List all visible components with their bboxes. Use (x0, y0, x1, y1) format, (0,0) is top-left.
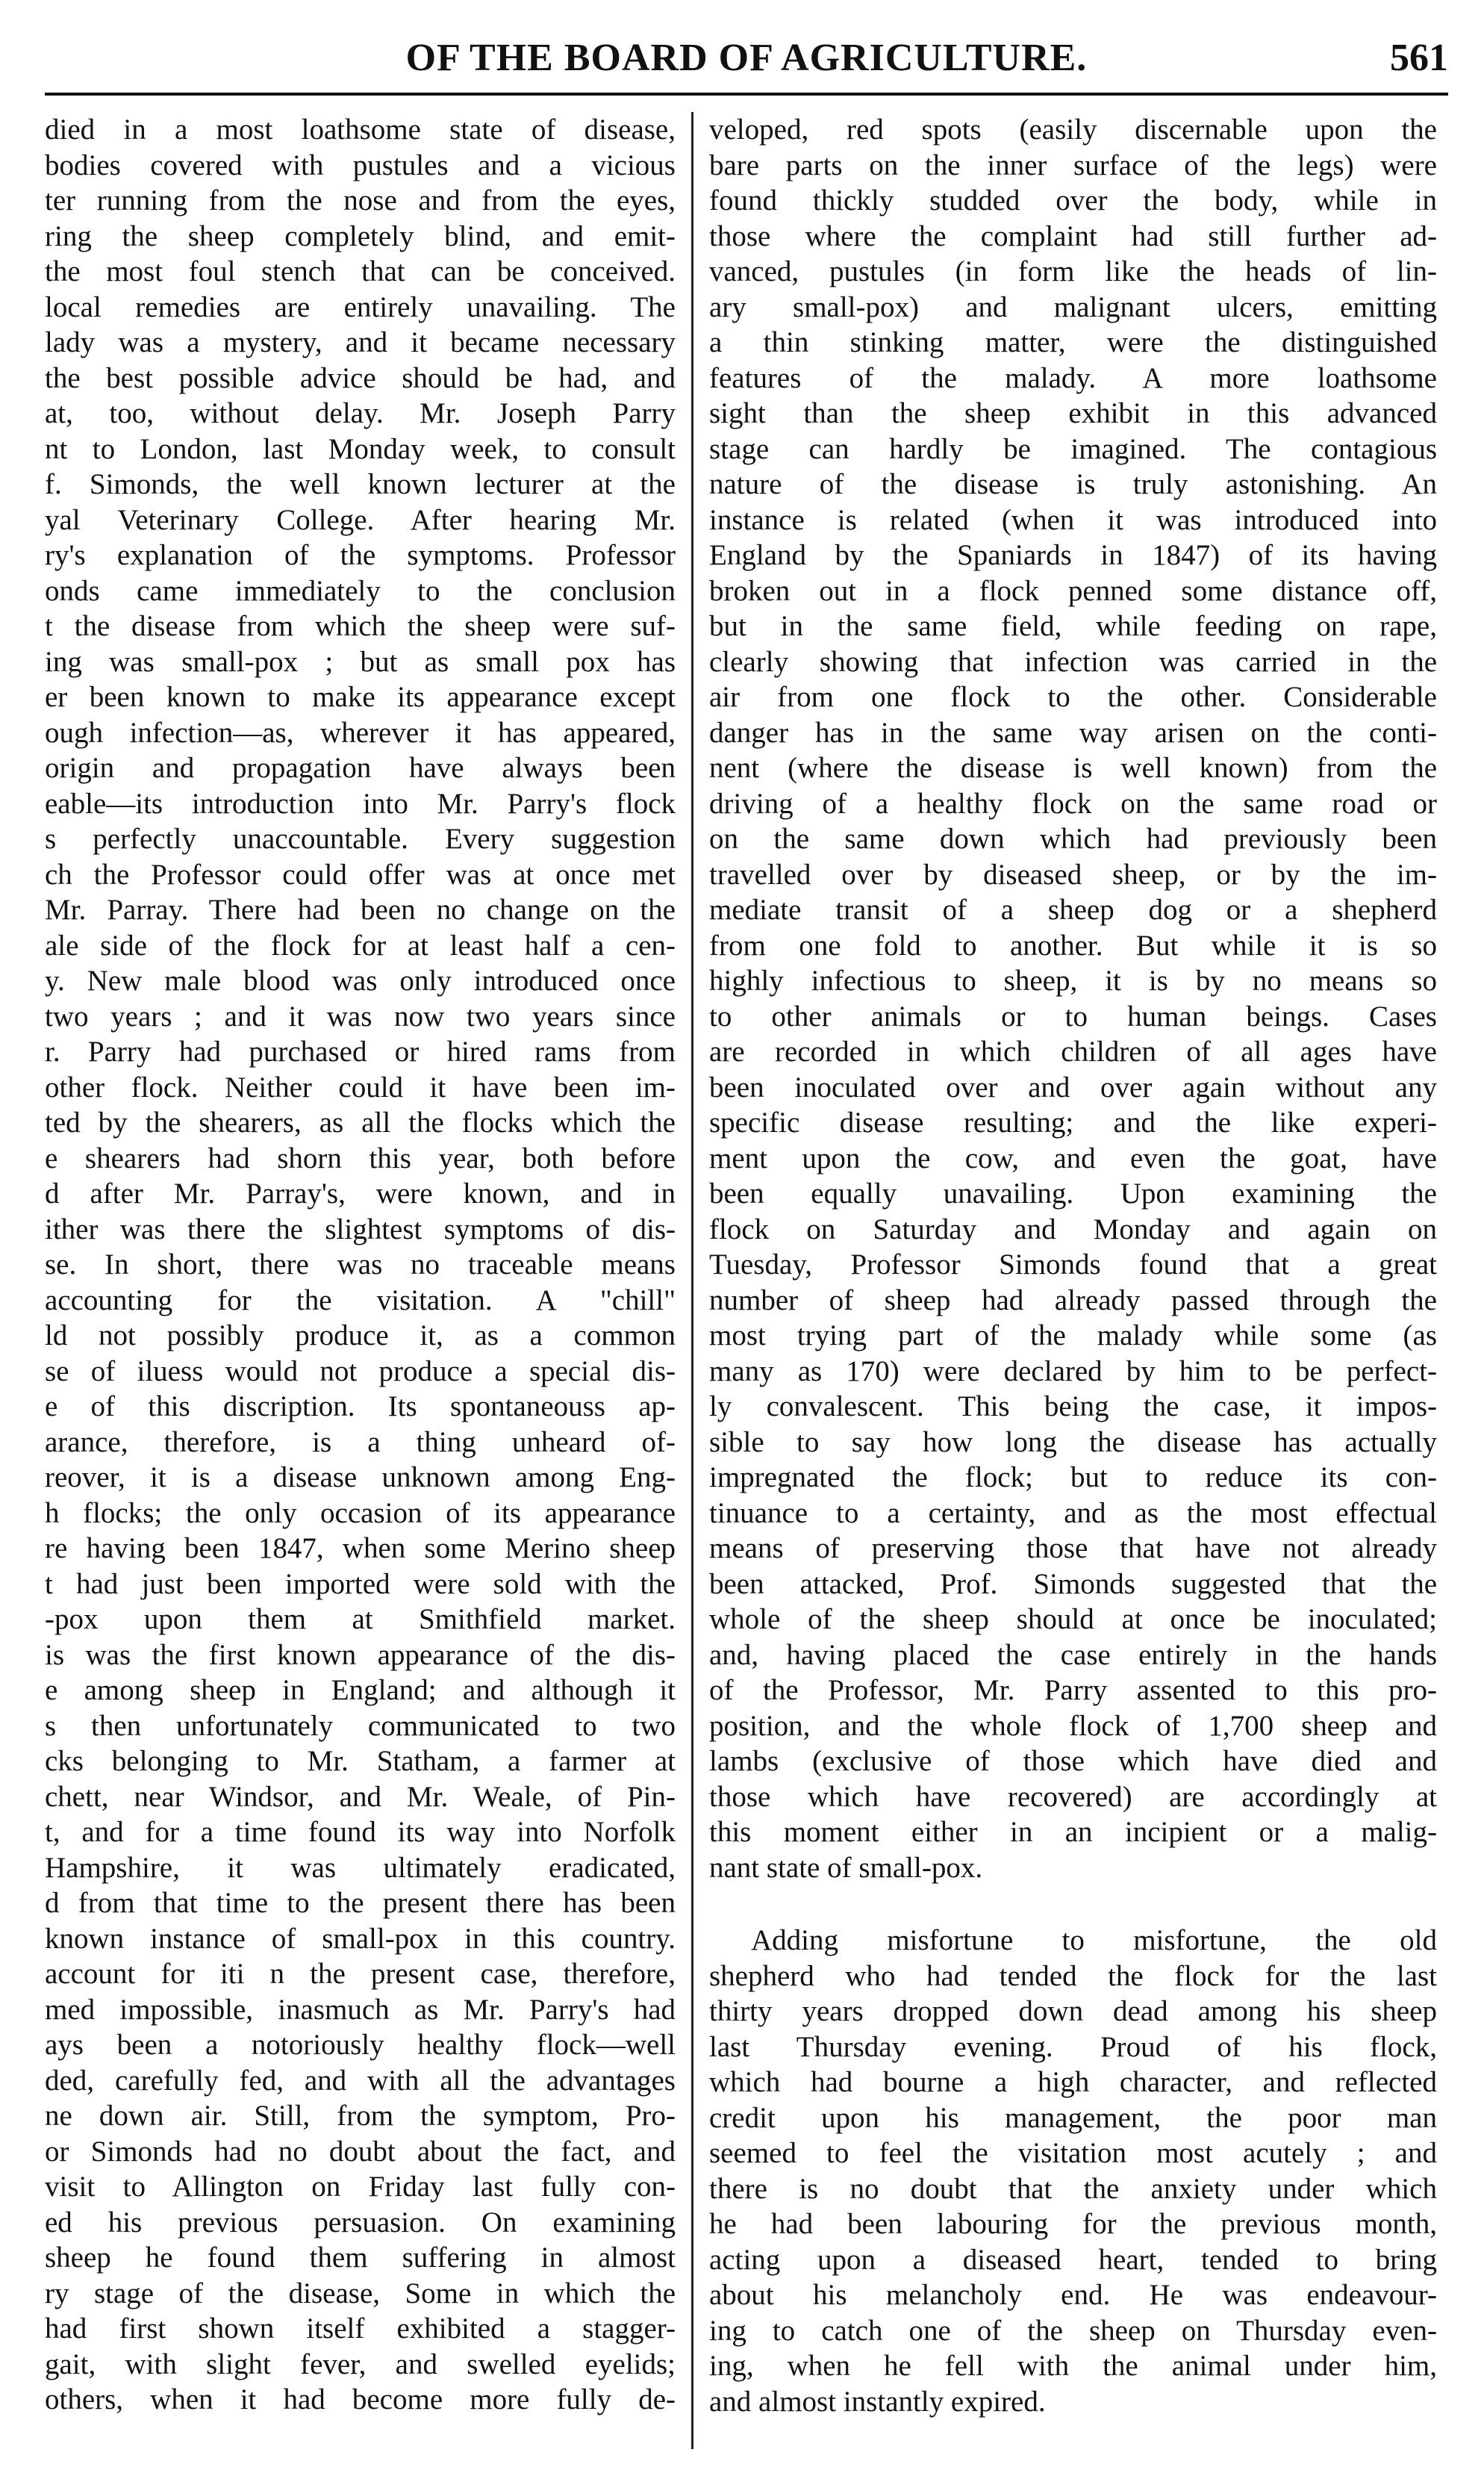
text-line: there is no doubt that the anxiety under which (709, 2172, 1437, 2205)
text-line: bodies covered with pustules and a vicious (45, 149, 676, 181)
text-line: many as 170) were declared by him to be perfect- (709, 1354, 1437, 1387)
text-line: origin and propagation have always been (45, 752, 676, 784)
text-line: visit to Allington on Friday last fully con- (45, 2171, 676, 2203)
text-line: e of this discription. Its spontaneouss ap- (45, 1390, 676, 1422)
text-line: h flocks; the only occasion of its appearance (45, 1496, 676, 1529)
text-line: ly convalescent. This being the case, it impos- (709, 1390, 1437, 1422)
text-line: med impossible, inasmuch as Mr. Parry's had (45, 1993, 676, 2026)
text-line: highly infectious to sheep, it is by no means so (709, 965, 1437, 997)
text-line: onds came immediately to the conclusion (45, 574, 676, 607)
text-line: means of preserving those that have not already (709, 1532, 1437, 1564)
paragraph-gap (709, 1885, 1437, 1923)
text-line: specific disease resulting; and the like experi- (709, 1107, 1437, 1139)
text-line: he had been labouring for the previous month, (709, 2208, 1437, 2240)
text-line: vanced, pustules (in form like the heads of lin- (709, 255, 1437, 287)
text-line: ed his previous persuasion. On examining (45, 2206, 676, 2239)
text-line: ither was there the slightest symptoms of dis- (45, 1213, 676, 1245)
text-line: se of iluess would not produce a special dis- (45, 1354, 676, 1387)
text-line: ough infection—as, wherever it has appeared, (45, 716, 676, 749)
text-line: nature of the disease is truly astonishing. An (709, 468, 1437, 500)
text-line: bare parts on the inner surface of the legs) were (709, 149, 1437, 181)
text-line: from one fold to another. But while it is so (709, 929, 1437, 962)
text-line: those which have recovered) are accordingly at (709, 1780, 1437, 1813)
text-line: air from one flock to the other. Considerable (709, 681, 1437, 713)
text-line: y. New male blood was only introduced once (45, 965, 676, 997)
text-line: ch the Professor could offer was at once met (45, 858, 676, 891)
text-line: ing to catch one of the sheep on Thursday even- (709, 2314, 1437, 2347)
paragraph-1 (709, 112, 1437, 1885)
text-line: Mr. Parray. There had been no change on the (45, 894, 676, 926)
running-head: OF THE BOARD OF AGRICULTURE. (405, 37, 1088, 79)
page-header (45, 30, 1448, 82)
text-line: or Simonds had no doubt about the fact, and (45, 2135, 676, 2168)
text-line: which had bourne a high character, and reflected (709, 2066, 1437, 2098)
text-line: ry's explanation of the symptoms. Professor (45, 539, 676, 571)
text-line: t had just been imported were sold with the (45, 1567, 676, 1600)
text-line: died in a most loathsome state of disease, (45, 113, 676, 146)
text-line: two years ; and it was now two years since (45, 1000, 676, 1033)
text-line: nt to London, last Monday week, to consult (45, 432, 676, 465)
text-line: e among sheep in England; and although it (45, 1674, 676, 1706)
text-line: accounting for the visitation. A "chill" (45, 1284, 676, 1316)
text-line: impregnated the flock; but to reduce its con- (709, 1461, 1437, 1493)
text-line: shepherd who had tended the flock for the last (709, 1959, 1437, 1992)
text-line: danger has in the same way arisen on the conti- (709, 716, 1437, 749)
text-line: seemed to feel the visitation most acutely ; and (709, 2137, 1437, 2169)
text-line: is was the first known appearance of the dis- (45, 1638, 676, 1671)
text-line: broken out in a flock penned some distance off, (709, 574, 1437, 607)
text-line: Adding misfortune to misfortune, the old (751, 1924, 1437, 1956)
text-line: nent (where the disease is well known) from the (709, 752, 1437, 784)
text-line: chett, near Windsor, and Mr. Weale, of Pin- (45, 1780, 676, 1813)
text-line: known instance of small-pox in this country. (45, 1922, 676, 1955)
text-line: England by the Spaniards in 1847) of its having (709, 539, 1437, 571)
text-line: cks belonging to Mr. Statham, a farmer at (45, 1745, 676, 1777)
text-line: sight than the sheep exhibit in this advanced (709, 397, 1437, 429)
text-line: account for iti n the present case, therefore, (45, 1958, 676, 1990)
text-line: yal Veterinary College. After hearing Mr. (45, 503, 676, 536)
text-line: ted by the shearers, as all the flocks which the (45, 1107, 676, 1139)
text-line: s then unfortunately communicated to two (45, 1709, 676, 1742)
text-line: been attacked, Prof. Simonds suggested that the (709, 1567, 1437, 1600)
text-line: Hampshire, it was ultimately eradicated, (45, 1851, 676, 1884)
text-line: lambs (exclusive of those which have died and (709, 1745, 1437, 1777)
text-line: ry stage of the disease, Some in which the (45, 2277, 676, 2309)
text-line: others, when it had become more fully de- (45, 2383, 676, 2416)
text-line: local remedies are entirely unavailing. The (45, 290, 676, 323)
text-line: ter running from the nose and from the eyes, (45, 184, 676, 217)
text-line: most trying part of the malady while some (as (709, 1319, 1437, 1351)
left-column (45, 112, 676, 2418)
text-line: thirty years dropped down dead among his sheep (709, 1995, 1437, 2027)
text-line: travelled over by diseased sheep, or by the im- (709, 858, 1437, 891)
text-line: t, and for a time found its way into Norfolk (45, 1816, 676, 1848)
text-line: those where the complaint had still further ad- (709, 220, 1437, 252)
text-line: the most foul stench that can be conceived. (45, 255, 676, 287)
text-line: position, and the whole flock of 1,700 sheep and (709, 1709, 1437, 1742)
text-line: er been known to make its appearance except (45, 681, 676, 713)
text-line: are recorded in which children of all ages have (709, 1036, 1437, 1068)
text-line: the best possible advice should be had, and (45, 361, 676, 394)
text-line: ary small-pox) and malignant ulcers, emitting (709, 290, 1437, 323)
text-line: and, having placed the case entirely in the hands (709, 1638, 1437, 1671)
text-line: clearly showing that infection was carried in the (709, 645, 1437, 678)
text-line: lady was a mystery, and it became necessary (45, 326, 676, 358)
text-line: tinuance to a certainty, and as the most effectual (709, 1496, 1437, 1529)
text-line: e shearers had shorn this year, both before (45, 1142, 676, 1175)
text-line: ded, carefully fed, and with all the advantages (45, 2064, 676, 2097)
text-line: of the Professor, Mr. Parry assented to this pro- (709, 1674, 1437, 1706)
text-line: nant state of small-pox. (709, 1851, 983, 1884)
text-line: and almost instantly expired. (709, 2385, 1046, 2418)
text-line: credit upon his management, the poor man (709, 2101, 1437, 2134)
text-line: ring the sheep completely blind, and emit- (45, 220, 676, 252)
text-line: veloped, red spots (easily discernable upon the (709, 113, 1437, 146)
text-line: d from that time to the present there has been (45, 1887, 676, 1919)
text-line: number of sheep had already passed through the (709, 1284, 1437, 1316)
page-number: 561 (1390, 37, 1448, 79)
text-line: Tuesday, Professor Simonds found that a great (709, 1248, 1437, 1281)
text-line: whole of the sheep should at once be inoculated; (709, 1603, 1437, 1635)
text-line: s perfectly unaccountable. Every suggestion (45, 823, 676, 855)
text-line: gait, with slight fever, and swelled eyelids; (45, 2348, 676, 2380)
text-line: stage can hardly be imagined. The contagious (709, 432, 1437, 465)
text-line: ays been a notoriously healthy flock—well (45, 2029, 676, 2061)
text-line: been equally unavailing. Upon examining the (709, 1178, 1437, 1210)
text-line: f. Simonds, the well known lecturer at the (45, 468, 676, 500)
text-line: about his melancholy end. He was endeavour- (709, 2279, 1437, 2311)
text-line: had first shown itself exhibited a stagger- (45, 2312, 676, 2345)
text-line: been inoculated over and over again without any (709, 1071, 1437, 1104)
text-line: ing was small-pox ; but as small pox has (45, 645, 676, 678)
text-line: ale side of the flock for at least half a cen- (45, 929, 676, 962)
column-divider (691, 112, 693, 2449)
text-line: to other animals or to human beings. Cases (709, 1000, 1437, 1033)
text-line: reover, it is a disease unknown among Eng- (45, 1461, 676, 1493)
text-line: mediate transit of a sheep dog or a shepherd (709, 894, 1437, 926)
text-line: ment upon the cow, and even the goat, have (709, 1142, 1437, 1175)
text-line: found thickly studded over the body, while in (709, 184, 1437, 217)
text-line: re having been 1847, when some Merino sheep (45, 1532, 676, 1564)
header-rule (45, 93, 1448, 96)
text-line: instance is related (when it was introduced into (709, 503, 1437, 536)
text-line: acting upon a diseased heart, tended to bring (709, 2243, 1437, 2276)
text-line: sheep he found them suffering in almost (45, 2242, 676, 2274)
text-line: ing, when he fell with the animal under him, (709, 2350, 1437, 2382)
text-line: at, too, without delay. Mr. Joseph Parry (45, 397, 676, 429)
text-line: -pox upon them at Smithfield market. (45, 1603, 676, 1635)
text-line: ne down air. Still, from the symptom, Pro- (45, 2100, 676, 2132)
paragraph-2 (709, 1923, 1437, 2419)
text-line: driving of a healthy flock on the same road or (709, 787, 1437, 820)
text-line: r. Parry had purchased or hired rams from (45, 1036, 676, 1068)
text-line: eable—its introduction into Mr. Parry's flock (45, 787, 676, 820)
text-line: d after Mr. Parray's, were known, and in (45, 1178, 676, 1210)
text-line: se. In short, there was no traceable means (45, 1248, 676, 1281)
text-line: but in the same field, while feeding on rape, (709, 610, 1437, 642)
text-line: arance, therefore, is a thing unheard of- (45, 1425, 676, 1458)
right-column (709, 112, 1437, 2419)
text-line: sible to say how long the disease has actually (709, 1425, 1437, 1458)
text-line: flock on Saturday and Monday and again on (709, 1213, 1437, 1245)
text-line: on the same down which had previously been (709, 823, 1437, 855)
text-line: last Thursday evening. Proud of his flock, (709, 2030, 1437, 2063)
text-line: a thin stinking matter, were the distinguished (709, 326, 1437, 358)
text-line: other flock. Neither could it have been im- (45, 1071, 676, 1104)
text-line: this moment either in an incipient or a malig- (709, 1816, 1437, 1848)
text-line: ld not possibly produce it, as a common (45, 1319, 676, 1351)
text-line: t the disease from which the sheep were suf- (45, 610, 676, 642)
text-line: features of the malady. A more loathsome (709, 361, 1437, 394)
